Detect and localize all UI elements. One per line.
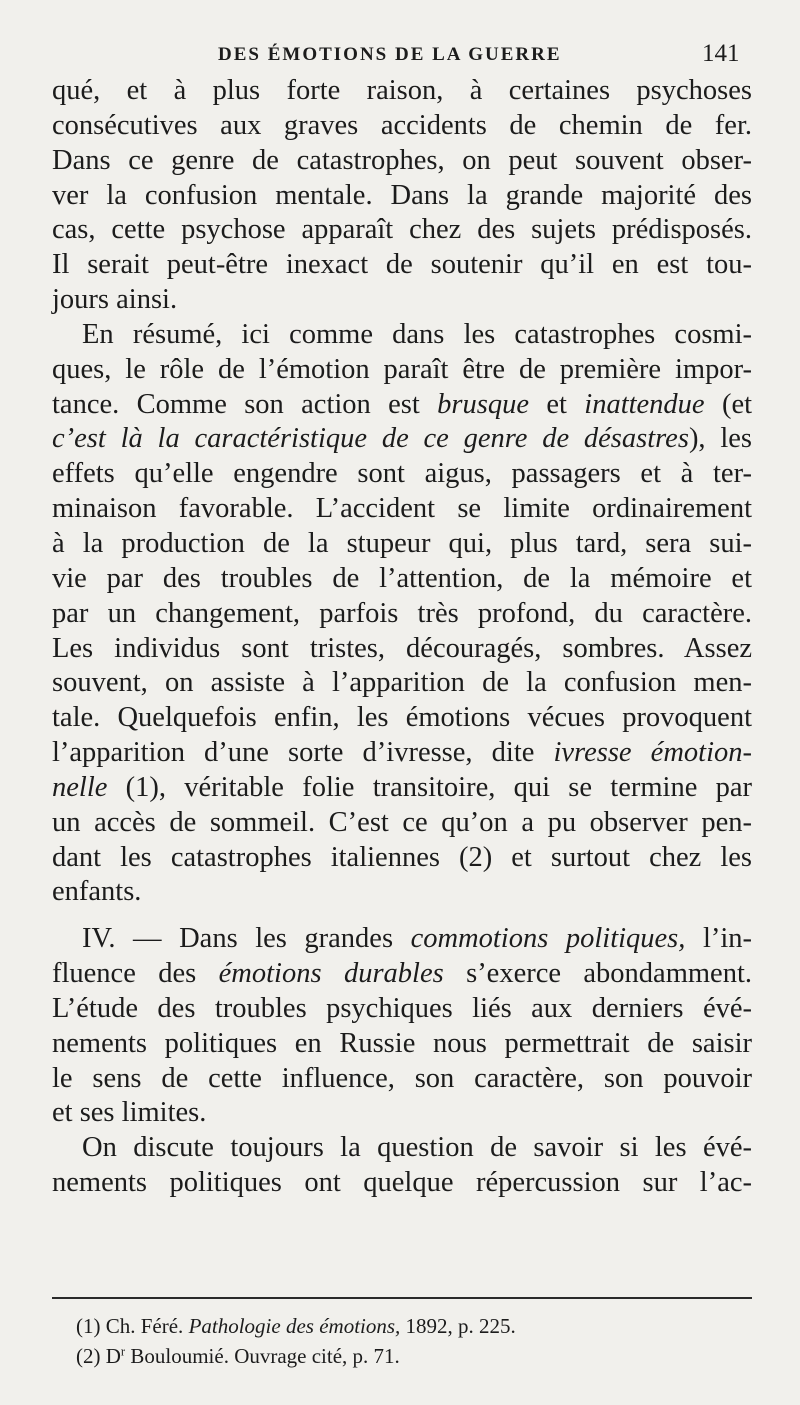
- text-line: ques, le rôle de l’émotion paraît être de première impor-: [52, 353, 752, 385]
- footnote-rule: [52, 1297, 752, 1299]
- text-run: ), les: [688, 423, 752, 455]
- paragraph-4: [52, 1131, 752, 1201]
- text-run: (1) Ch. Féré.: [76, 1314, 189, 1338]
- text-line: nements politiques en Russie nous permettrait de saisir: [52, 1027, 752, 1059]
- paragraph-2: [52, 318, 752, 910]
- text-line: dant les catastrophes italiennes (2) et surtout chez les: [52, 841, 752, 873]
- text-line: ver la confusion mentale. Dans la grande majorité des: [52, 179, 752, 211]
- text-line: vie par des troubles de l’attention, de la mémoire et: [52, 562, 752, 594]
- footnote-2: [76, 1341, 756, 1371]
- text-line: un accès de sommeil. C’est ce qu’on a pu observer pen-: [52, 806, 752, 838]
- paragraph-1: [52, 74, 752, 318]
- text-run: fluence des: [52, 958, 219, 990]
- text-line: tale. Quelquefois enfin, les émotions vécues provoquent: [52, 702, 752, 734]
- text-line: L’étude des troubles psychiques liés aux derniers évé-: [52, 992, 752, 1024]
- text-line: [52, 736, 752, 771]
- text-line: par un changement, parfois très profond, du caractère.: [52, 597, 752, 629]
- italic-run: brusque: [437, 388, 529, 420]
- text-line: [52, 422, 752, 457]
- text-run: IV. — Dans les grandes: [82, 923, 411, 955]
- text-line: cas, cette psychose apparaît chez des sujets prédisposés.: [52, 214, 752, 246]
- text-run: Bouloumié. Ouvrage cité, p. 71.: [125, 1344, 400, 1368]
- text-line: En résumé, ici comme dans les catastrophes cosmi-: [82, 318, 752, 350]
- text-line: effets qu’elle engendre sont aigus, passagers et à ter-: [52, 458, 752, 490]
- text-run: l’in-: [685, 923, 753, 955]
- footnote-1: [76, 1311, 756, 1341]
- text-line: minaison favorable. L’accident se limite ordinairement: [52, 493, 752, 525]
- text-line: jours ainsi.: [52, 284, 178, 316]
- text-line: Dans ce genre de catastrophes, on peut souvent obser-: [52, 144, 752, 176]
- italic-run: inattendue: [584, 388, 705, 420]
- body-text: [52, 74, 752, 1201]
- italic-run: c’est là la caractéristique de ce genre de désastres: [52, 423, 689, 455]
- text-line: [52, 922, 752, 957]
- text-line: On discute toujours la question de savoir si les évé-: [82, 1132, 752, 1164]
- paragraph-3: [52, 922, 752, 1131]
- text-run: (1), véritable folie transitoire, qui se termine par: [107, 771, 752, 803]
- text-line: le sens de cette influence, son caractère, son pouvoir: [52, 1062, 752, 1094]
- text-run: l’apparition d’une sorte d’ivresse, dite: [52, 737, 554, 769]
- text-run: tance. Comme son action est: [52, 388, 438, 420]
- text-line: [52, 957, 752, 992]
- superscript: r: [120, 1344, 126, 1359]
- text-line: consécutives aux graves accidents de chemin de fer.: [52, 109, 752, 141]
- italic-run: commotions politiques,: [410, 923, 686, 955]
- page-header: [0, 38, 800, 78]
- text-line: Les individus sont tristes, découragés, sombres. Assez: [52, 632, 752, 664]
- text-run: (et: [704, 388, 753, 420]
- running-title: DES ÉMOTIONS DE LA GUERRE: [218, 44, 562, 65]
- text-line: et ses limites.: [52, 1097, 207, 1129]
- text-run: et: [529, 388, 585, 420]
- text-line: Il serait peut-être inexact de soutenir qu’il en est tou-: [52, 249, 752, 281]
- italic-run: Pathologie des émotions,: [188, 1314, 401, 1338]
- text-line: nements politiques ont quelque répercussion sur l’ac-: [52, 1167, 752, 1199]
- text-line: à la production de la stupeur qui, plus tard, sera sui-: [52, 527, 752, 559]
- text-line: enfants.: [52, 876, 142, 908]
- text-run: 1892, p. 225.: [400, 1314, 516, 1338]
- text-run: (2) D: [76, 1344, 121, 1368]
- text-line: souvent, on assiste à l’apparition de la confusion men-: [52, 667, 752, 699]
- text-line: qué, et à plus forte raison, à certaines psychoses: [52, 75, 752, 106]
- text-line: [52, 388, 752, 423]
- section-gap: [52, 910, 752, 922]
- page-number: 141: [702, 40, 740, 67]
- text-line: [52, 771, 752, 806]
- italic-run: nelle: [52, 771, 108, 803]
- footnotes: [76, 1311, 756, 1371]
- text-run: s’exerce abondamment.: [443, 958, 752, 990]
- italic-run: émotions durables: [218, 958, 444, 990]
- italic-run: ivresse émotion-: [553, 737, 752, 769]
